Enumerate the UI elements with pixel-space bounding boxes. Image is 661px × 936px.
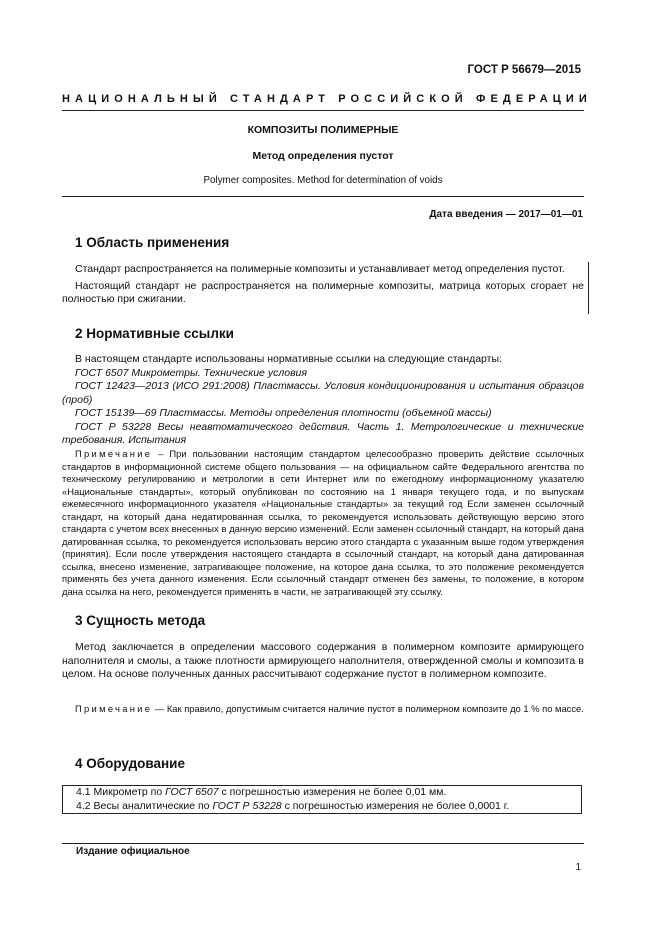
note-label: Примечание bbox=[75, 703, 153, 714]
page-number: 1 bbox=[575, 862, 581, 873]
note-text: – При пользовании настоящим стандартом целесообразно проверить действие ссылочных стандартов в информационной системе общего пользования — на официальном сайте Федерального агентства по техническому регулированию и метрологии в сети Интернет или по ежегодному информационному указателю «Национальные стандарты», который опубликован по состоянию на 1 января текущего года, и по выпускам ежемесячного информационного указателя «Национальные стандарты» за текущий год Если заменен ссылочный стандарт, на который дана недатированная ссылка, то рекомендуется использовать действующую версию этого стандарта с учетом всех внесенных в данную версию изменений. Если заменен ссылочный стандарт, на который дана датированная ссылка, то рекомендуется использовать версию этого стандарта с указанным выше годом утверждения (принятия). Если после утверждения настоящего стандарта в ссылочный стандарт, на который дана датированная ссылка, внесено изменение, затрагивающее положение, на которое дана ссылка, то это положение рекомендуется применять без учета данного изменения. Если ссылочный стандарт отменен без замены, то положение, в котором дана ссылка на него, рекомендуется применять в части, не затрагивающей эту ссылку. bbox=[62, 448, 584, 597]
reference-item: ГОСТ 12423—2013 (ИСО 291:2008) Пластмассы. Условия кондиционирования и испытания образцов (проб) bbox=[62, 380, 584, 406]
standard-number: ГОСТ Р 56679—2015 bbox=[467, 64, 581, 76]
section-3-note bbox=[62, 703, 584, 716]
section-2-heading: 2 Нормативные ссылки bbox=[75, 326, 234, 341]
section-4-heading: 4 Оборудование bbox=[75, 756, 185, 771]
document-subtitle: Метод определения пустот bbox=[252, 150, 394, 162]
footer-rule bbox=[62, 843, 584, 844]
section-1-paragraph-2: Настоящий стандарт не распространяется на полимерные композиты, матрица которых сгорает не полностью при сжигании. bbox=[62, 279, 584, 305]
equipment-item: 4.2 Весы аналитические по ГОСТ Р 53228 с погрешностью измерения не более 0,0001 г. bbox=[76, 799, 510, 812]
national-standard-title: НАЦИОНАЛЬНЫЙ СТАНДАРТ РОССИЙСКОЙ ФЕДЕРАЦИИ bbox=[62, 93, 592, 105]
reference-item: ГОСТ 6507 Микрометры. Технические условия bbox=[75, 366, 308, 379]
section-3-body bbox=[62, 641, 584, 685]
english-title: Polymer composites. Method for determination of voids bbox=[203, 175, 443, 186]
section-1-heading: 1 Область применения bbox=[75, 235, 230, 250]
document-title: КОМПОЗИТЫ ПОЛИМЕРНЫЕ bbox=[247, 124, 399, 136]
title-rule bbox=[62, 196, 584, 197]
section-2-note bbox=[62, 448, 584, 598]
section-1-body bbox=[62, 263, 584, 310]
header-rule bbox=[62, 110, 584, 111]
introduction-date: Дата введения — 2017—01—01 bbox=[429, 209, 583, 220]
official-edition-label: Издание официальное bbox=[76, 846, 190, 857]
section-3-paragraph: Метод заключается в определении массового содержания в полимерном композите армирующего наполнителя и смолы, а также плотности армирующего наполнителя, отвержденной смолы и композита в целом. На основе полученных данных рассчитывают содержание пустот в полимерном композите. bbox=[62, 641, 584, 680]
section-2-body bbox=[62, 353, 584, 448]
equipment-item: 4.1 Микрометр по ГОСТ 6507 с погрешностью измерения не более 0,01 мм. bbox=[76, 786, 447, 798]
note-text: — Как правило, допустимым считается наличие пустот в полимерном композите до 1 % по массе. bbox=[152, 703, 584, 714]
change-bar bbox=[588, 262, 589, 314]
references-intro: В настоящем стандарте использованы нормативные ссылки на следующие стандарты: bbox=[75, 353, 502, 365]
equipment-standard-ref: ГОСТ Р 53228 bbox=[212, 799, 282, 812]
section-3-heading: 3 Сущность метода bbox=[75, 613, 206, 628]
section-1-paragraph-1: Стандарт распространяется на полимерные композиты и устанавливает метод определения пустот. bbox=[75, 263, 565, 275]
reference-item: ГОСТ Р 53228 Весы неавтоматического действия. Часть 1. Метрологические и технические требования. Испытания bbox=[62, 420, 584, 446]
note-label: Примечание bbox=[75, 448, 153, 459]
equipment-list bbox=[62, 785, 582, 814]
reference-item: ГОСТ 15139—69 Пластмассы. Методы определения плотности (объемной массы) bbox=[75, 407, 492, 419]
equipment-standard-ref: ГОСТ 6507 bbox=[165, 786, 219, 798]
